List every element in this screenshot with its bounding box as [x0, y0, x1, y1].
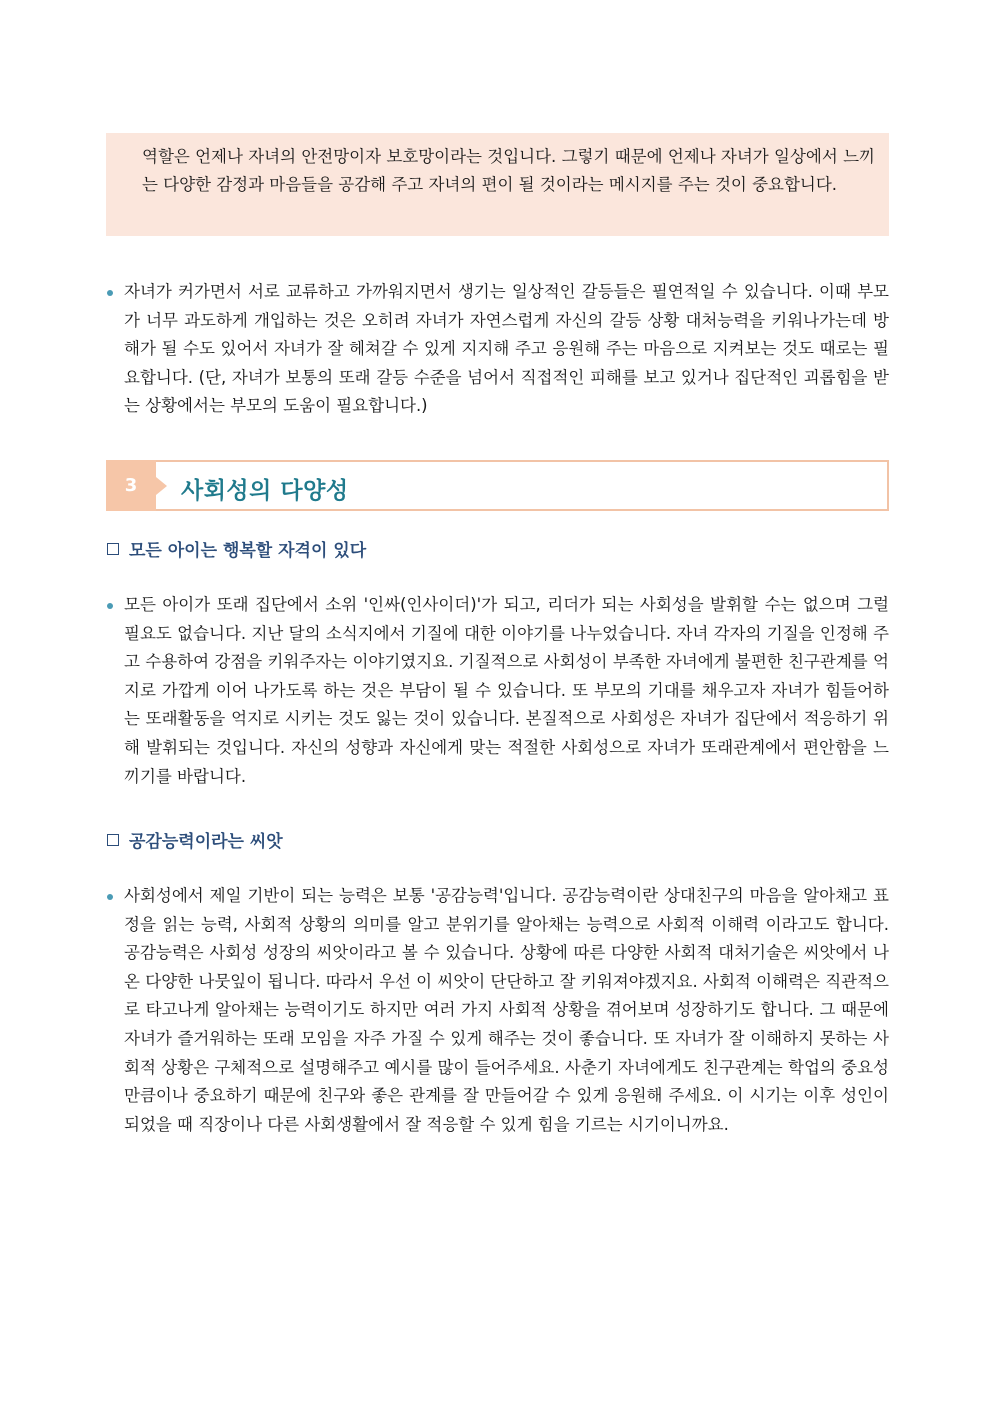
subsection-1-paragraph: 모든 아이가 또래 집단에서 소위 '인싸(인사이더)'가 되고, 리더가 되는 사회성을 발휘할 수는 없으며 그럴 필요도 없습니다. 지난 달의 소식지에서 기질에 대한 이야기를 나누었습니다. 자녀 각자의 기질을 인정해 주고 수용하여 강점을 키워주자는 이야기였지요. 기질적으로 사회성이 부족한 자녀에게 불편한 친구관계를 억지로 가깝게 이어 나가도록 하는 것은 부담이 될 수 있습니다. 또 부모의 기대를 채우고자 자녀가 힘들어하는 또래활동을 억지로 시키는 것도 잃는 것이 있습니다. 본질적으로 사회성은 자녀가 집단에서 적응하기 위해 발휘되는 것입니다. 자신의 성향과 자신에게 맞는 적절한 사회성으로 자녀가 또래관계에서 편안함을 느끼기를 바랍니다.	[124, 595, 889, 786]
bullet-dot-icon	[107, 603, 113, 609]
list-item	[106, 882, 889, 1139]
callout-box	[106, 133, 889, 236]
paragraph-conflict: 자녀가 커가면서 서로 교류하고 가까워지면서 생기는 일상적인 갈등들은 필연적일 수 있습니다. 이때 부모가 너무 과도하게 개입하는 것은 오히려 자녀가 자연스럽게 자신의 갈등 상황 대처능력을 키워나가는데 방해가 될 수도 있어서 자녀가 잘 헤쳐갈 수 있게 지지해 주고 응원해 주는 마음으로 지켜보는 것도 때로는 필요합니다. (단, 자녀가 보통의 또래 갈등 수준을 넘어서 직접적인 피해를 보고 있거나 집단적인 괴롭힘을 받는 상황에서는 부모의 도움이 필요합니다.)	[124, 282, 889, 416]
subsection-heading-2-text: 공감능력이라는 씨앗	[129, 832, 283, 852]
subsection-heading-1-text: 모든 아이는 행복할 자격이 있다	[129, 541, 367, 561]
subsection-heading-1	[107, 536, 366, 561]
section-number: 3	[106, 460, 156, 511]
bullet-dot-icon	[107, 894, 113, 900]
subsection-heading-2	[107, 827, 283, 852]
list-item	[106, 591, 889, 791]
section-title: 사회성의 다양성	[181, 478, 349, 504]
checkbox-square-icon	[107, 543, 119, 555]
list-item	[106, 278, 889, 421]
subsection-2-paragraph: 사회성에서 제일 기반이 되는 능력은 보통 '공감능력'입니다. 공감능력이란 상대친구의 마음을 알아채고 표정을 읽는 능력, 사회적 상황의 의미를 알고 분위기를 알아채는 능력으로 사회적 이해력 이라고도 합니다. 공감능력은 사회성 성장의 씨앗이라고 볼 수 있습니다. 상황에 따른 다양한 사회적 대처기술은 씨앗에서 나온 다양한 나뭇잎이 됩니다. 따라서 우선 이 씨앗이 단단하고 잘 키워져야겠지요. 사회적 이해력은 직관적으로 타고나게 알아채는 능력이기도 하지만 여러 가지 사회적 상황을 겪어보며 성장하기도 합니다. 그 때문에 자녀가 즐거워하는 또래 모임을 자주 가질 수 있게 해주는 것이 좋습니다. 또 자녀가 잘 이해하지 못하는 사회적 상황은 구체적으로 설명해주고 예시를 많이 들어주세요. 사춘기 자녀에게도 친구관계는 학업의 중요성만큼이나 중요하기 때문에 친구와 좋은 관계를 잘 만들어갈 수 있게 응원해 주세요. 이 시기는 이후 성인이 되었을 때 직장이나 다른 사회생활에서 잘 적응할 수 있게 힘을 기르는 시기이니까요.	[124, 886, 889, 1134]
callout-text: 역할은 언제나 자녀의 안전망이자 보호망이라는 것입니다. 그렇기 때문에 언제나 자녀가 일상에서 느끼는 다양한 감정과 마음들을 공감해 주고 자녀의 편이 될 것이라는 메시지를 주는 것이 중요합니다.	[142, 147, 875, 194]
checkbox-square-icon	[107, 834, 119, 846]
bullet-dot-icon	[107, 290, 113, 296]
section-header	[106, 460, 889, 511]
arrow-right-icon	[156, 477, 167, 495]
